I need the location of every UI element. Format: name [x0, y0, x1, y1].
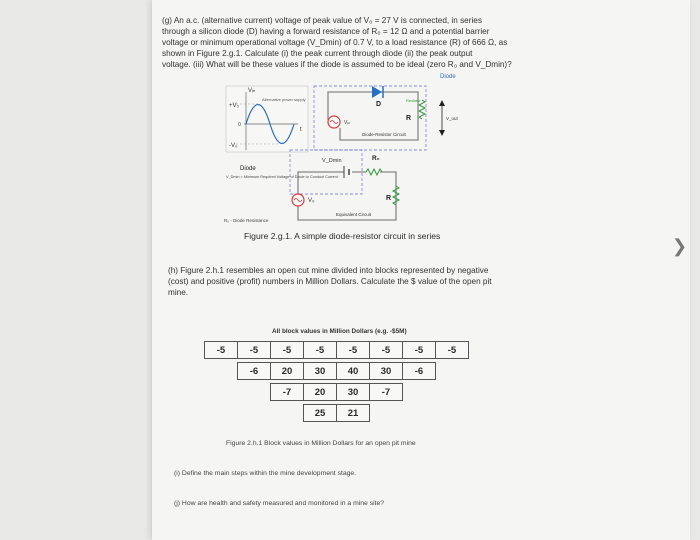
- resistor-r0-symbol: [366, 169, 382, 175]
- circuit-name-label: Diode-Resistor Circuit: [362, 132, 406, 137]
- block-cell: -5: [270, 341, 304, 359]
- r0-label: R₀: [372, 155, 380, 162]
- block-cell: 30: [303, 362, 337, 380]
- block-cell: 21: [336, 404, 370, 422]
- block-cell: -6: [237, 362, 271, 380]
- minus-v0-label: -V₀: [229, 143, 238, 149]
- diode-d-label: D: [376, 101, 382, 108]
- diode-symbol-top: [372, 86, 382, 98]
- part-g-line-4: shown in Figure 2.g.1. Calculate (i) the peak current through diode (ii) the peak output: [162, 49, 473, 58]
- part-g-line-1: (g) An a.c. (alternative current) voltage of peak value of V₀ = 27 V is connected, in series: [162, 16, 482, 25]
- v0-label: V₀: [308, 198, 315, 204]
- block-cell: -6: [402, 362, 436, 380]
- block-cell: -5: [435, 341, 469, 359]
- resistor-r-label-top: R: [406, 115, 412, 122]
- diode-left-label: Diode: [240, 166, 256, 172]
- ac-supply-label: Alternative power supply: [262, 97, 306, 102]
- block-cell: 20: [303, 383, 337, 401]
- r0-description: R₀ - Diode Resistance: [224, 218, 269, 223]
- block-cell: 20: [270, 362, 304, 380]
- ac-plot-frame: [226, 86, 308, 152]
- diode-top-label: Diode: [440, 74, 456, 80]
- vdmin-description-text: V_Dmin = Minimum Required Voltage of Diode to Conduct Current: [226, 175, 338, 179]
- block-cell: 25: [303, 404, 337, 422]
- part-h-line-3: mine.: [168, 288, 189, 297]
- plus-v0-label: +V₀: [229, 103, 239, 109]
- vout-arrow-up: [439, 100, 445, 106]
- time-label: t: [300, 127, 302, 133]
- part-j-question: (j) How are health and safety measured and monitored in a mine site?: [174, 500, 385, 507]
- block-cell: 40: [336, 362, 370, 380]
- vin-small-label: Vᵢₙ: [344, 120, 351, 126]
- block-cell: -5: [303, 341, 337, 359]
- block-cell: 30: [369, 362, 403, 380]
- block-cell: 30: [336, 383, 370, 401]
- resistor-label-top: Resistor: [406, 98, 421, 103]
- vout-label: V_out: [446, 116, 458, 121]
- part-h-line-2: (cost) and positive (profit) numbers in Million Dollars. Calculate the $ value of the open pit: [168, 277, 492, 286]
- block-cell: -7: [270, 383, 304, 401]
- block-cell: -5: [369, 341, 403, 359]
- vdmin-description: [226, 175, 339, 179]
- block-cell: -7: [369, 383, 403, 401]
- zero-label: 0: [238, 122, 241, 128]
- part-g-line-2: through a silicon diode (D) having a forward resistance of R₀ = 12 Ω and a potential barrier: [162, 27, 490, 36]
- resistor-r-label-equiv: R: [386, 195, 392, 202]
- block-cell: -5: [402, 341, 436, 359]
- vdmin-label: V_Dmin: [322, 158, 342, 164]
- part-g-line-5: voltage. (iii) What will be these values if the diode is assumed to be ideal (zero R₀ and V_Dmin)?: [162, 60, 512, 69]
- figure-2g1-caption: Figure 2.g.1. A simple diode-resistor circuit in series: [244, 231, 441, 241]
- block-cell: -5: [237, 341, 271, 359]
- part-g-line-3: voltage or minimum operational voltage (V_Dmin) of 0.7 V, to a load resistance (R) of 666 Ω, as: [162, 38, 508, 47]
- vin-label: Vᵢₙ: [248, 88, 256, 94]
- equivalent-circuit-label: Equivalent Circuit: [336, 212, 372, 217]
- vout-arrow-down: [439, 130, 445, 136]
- block-table-title: All block values in Million Dollars (e.g. -$5M): [272, 328, 407, 335]
- block-table-caption: Figure 2.h.1 Block values in Million Dollars for an open pit mine: [226, 440, 416, 447]
- part-i-question: (i) Define the main steps within the mine development stage.: [174, 470, 357, 477]
- mouse-cursor-icon: ❯: [672, 236, 688, 256]
- block-cell: -5: [204, 341, 238, 359]
- part-h-line-1: (h) Figure 2.h.1 resembles an open cut mine divided into blocks represented by negative: [168, 266, 489, 275]
- block-cell: -5: [336, 341, 370, 359]
